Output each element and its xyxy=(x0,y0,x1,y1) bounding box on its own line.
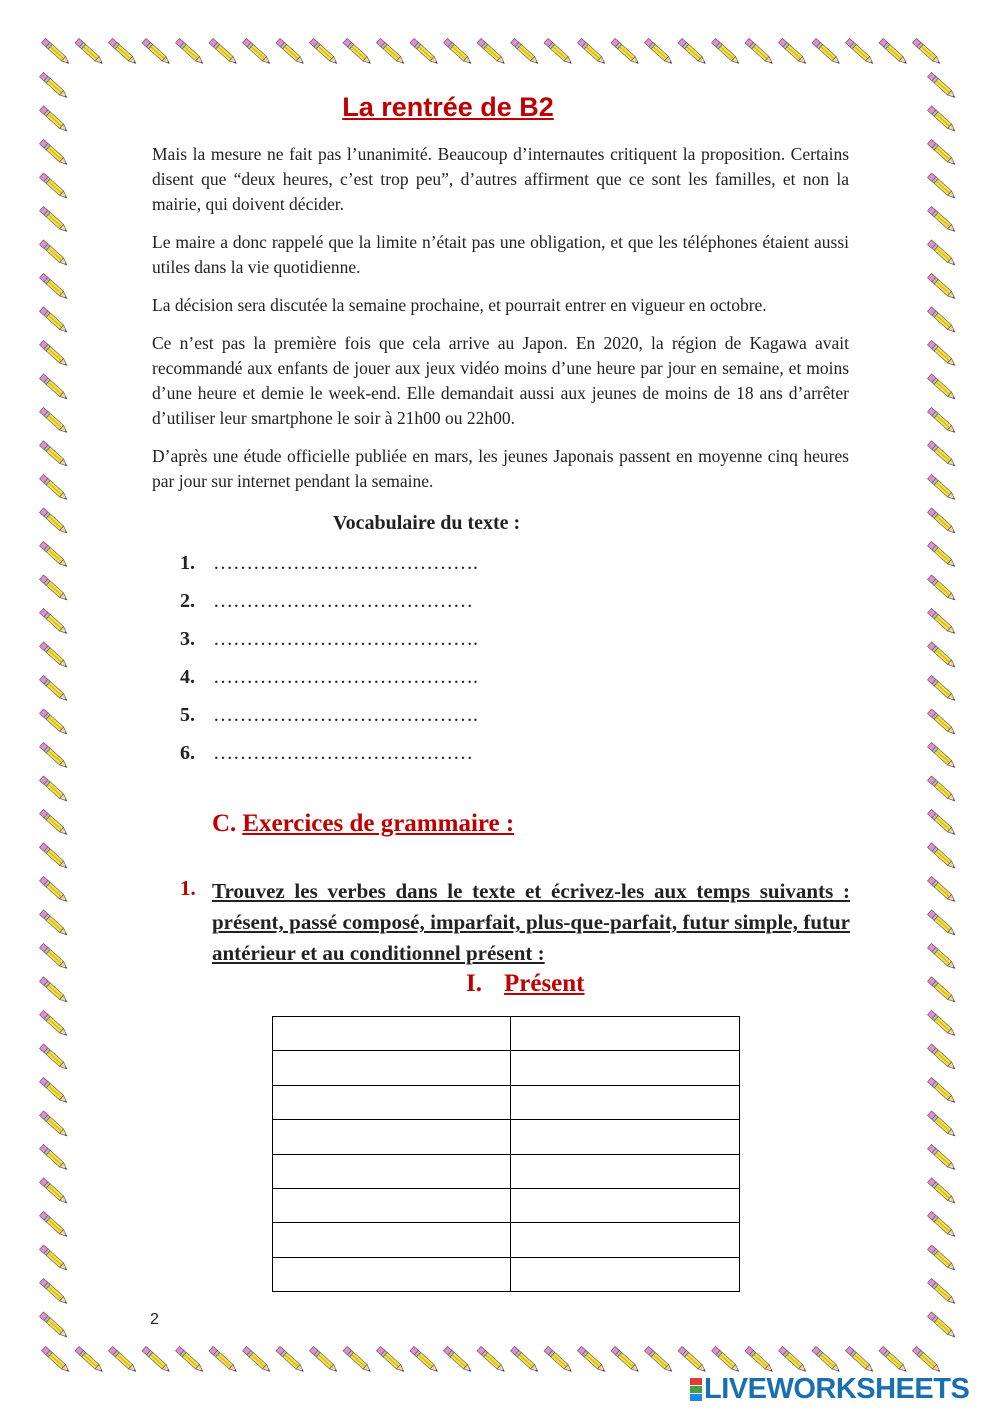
vocab-list xyxy=(180,552,478,780)
paragraph: Le maire a donc rappelé que la limite n’était pas une obligation, et que les téléphones étaient aussi utiles dans la vie quotidienne. xyxy=(152,232,849,277)
vocab-blank[interactable]: ………………………………… xyxy=(213,590,473,612)
pencil-icon xyxy=(928,1211,957,1238)
answer-cell[interactable] xyxy=(511,1051,740,1085)
exercise-number: 1. xyxy=(180,876,196,900)
pencil-icon xyxy=(928,173,957,200)
pencil-icon xyxy=(578,38,607,65)
pencil-icon xyxy=(779,38,808,65)
pencil-icon xyxy=(40,1077,69,1104)
pencil-icon xyxy=(40,675,69,702)
pencil-icon xyxy=(176,38,205,65)
pencil-icon xyxy=(40,374,69,401)
vocab-number: 4. xyxy=(180,666,195,688)
pencil-icon xyxy=(42,1346,71,1373)
pencil-icon xyxy=(928,72,957,99)
pencil-icon xyxy=(40,1010,69,1037)
answer-cell[interactable] xyxy=(273,1120,511,1154)
pencil-icon xyxy=(40,943,69,970)
pencil-icon xyxy=(109,38,138,65)
vocab-item xyxy=(180,666,478,704)
pencil-icon xyxy=(243,1346,272,1373)
answer-cell[interactable] xyxy=(511,1085,740,1119)
pencil-icon xyxy=(40,876,69,903)
vocab-number: 1. xyxy=(180,552,195,574)
logo-mark-block xyxy=(690,1378,702,1385)
vocab-item xyxy=(180,742,478,780)
pencil-icon xyxy=(40,1144,69,1171)
pencil-icon xyxy=(40,608,69,635)
page-title: La rentrée de B2 xyxy=(342,92,554,122)
present-label: I. xyxy=(466,970,482,997)
pencil-icon xyxy=(40,206,69,233)
liveworksheets-logo xyxy=(690,1373,969,1406)
vocab-item xyxy=(180,628,478,666)
pencil-icon xyxy=(928,474,957,501)
pencil-icon xyxy=(40,1278,69,1305)
pencil-icon xyxy=(928,776,957,803)
exercise-text: Trouvez les verbes dans le texte et écrivez-les aux temps suivants : présent, passé composé, imparfait, plus-que-parfait, futur simple, futur antérieur et au conditionnel présent : xyxy=(212,879,850,965)
paragraph: D’après une étude officielle publiée en mars, les jeunes Japonais passent en moyenne cinq heures par jour sur internet pendant la semaine. xyxy=(152,446,849,491)
pencil-icon xyxy=(928,943,957,970)
pencil-icon xyxy=(928,441,957,468)
pencil-icon xyxy=(928,273,957,300)
pencil-icon xyxy=(928,709,957,736)
pencil-icon xyxy=(928,977,957,1004)
vocab-blank[interactable]: …………………………………. xyxy=(213,666,478,688)
paragraph: La décision sera discutée la semaine prochaine, et pourrait entrer en vigueur en octobre. xyxy=(152,295,767,315)
pencil-icon xyxy=(276,1346,305,1373)
pencil-icon xyxy=(928,742,957,769)
pencil-icon xyxy=(40,173,69,200)
pencil-icon xyxy=(712,38,741,65)
pencil-icon xyxy=(40,977,69,1004)
paragraph: Ce n’est pas la première fois que cela arrive au Japon. En 2020, la région de Kagawa avait recommandé aux enfants de jouer aux jeux vidéo moins d’une heure par jour en semaine, et moins d’une heure et demie le week-end. Elle demandait aussi aux jeunes de moins de 18 ans d’arrêter d’utiliser leur smartphone le soir à 21h00 ou 22h00. xyxy=(152,333,849,428)
pencil-icon xyxy=(928,1010,957,1037)
pencil-icon xyxy=(40,508,69,535)
pencil-icon xyxy=(511,1346,540,1373)
pencil-icon xyxy=(928,106,957,133)
pencil-icon xyxy=(511,38,540,65)
answer-cell[interactable] xyxy=(273,1188,511,1222)
vocab-number: 3. xyxy=(180,628,195,650)
pencil-icon xyxy=(40,776,69,803)
pencil-icon xyxy=(40,1245,69,1272)
pencil-icon xyxy=(578,1346,607,1373)
pencil-icon xyxy=(343,1346,372,1373)
vocab-blank[interactable]: …………………………………. xyxy=(213,704,478,726)
pencil-icon xyxy=(928,1245,957,1272)
answer-cell[interactable] xyxy=(511,1223,740,1257)
pencil-icon xyxy=(544,38,573,65)
paragraph: Mais la mesure ne fait pas l’unanimité. Beaucoup d’internautes critiquent la proposition. Certains disent que “deux heures, c’est trop peu”, d’autres affirment que ce sont les familles, et non la mairie, qui doivent décider. xyxy=(152,144,849,214)
pencil-icon xyxy=(40,273,69,300)
pencil-icon xyxy=(477,38,506,65)
pencil-icon xyxy=(75,38,104,65)
pencil-icon xyxy=(928,374,957,401)
pencil-icon xyxy=(928,1312,957,1339)
vocab-blank[interactable]: …………………………………. xyxy=(213,628,478,650)
pencil-icon xyxy=(678,38,707,65)
pencil-icon xyxy=(75,1346,104,1373)
pencil-icon xyxy=(40,809,69,836)
answer-cell[interactable] xyxy=(273,1017,511,1051)
pencil-icon xyxy=(243,38,272,65)
article-text xyxy=(152,142,849,507)
pencil-icon xyxy=(410,38,439,65)
pencil-icon xyxy=(42,38,71,65)
table-row xyxy=(273,1154,740,1188)
pencil-icon xyxy=(40,1312,69,1339)
pencil-icon xyxy=(40,910,69,937)
page-number: 2 xyxy=(150,1311,159,1328)
pencil-icon xyxy=(109,1346,138,1373)
pencil-icon xyxy=(343,38,372,65)
pencil-icon xyxy=(928,1278,957,1305)
pencil-icon xyxy=(209,38,238,65)
pencil-icon xyxy=(812,1346,841,1373)
answer-cell[interactable] xyxy=(273,1154,511,1188)
pencil-icon xyxy=(928,843,957,870)
section-title: Exercices de grammaire : xyxy=(242,810,515,837)
pencil-icon xyxy=(928,809,957,836)
exercise-instruction xyxy=(180,876,850,969)
table-row xyxy=(273,1085,740,1119)
present-heading xyxy=(466,970,585,998)
pencil-icon xyxy=(377,1346,406,1373)
pencil-icon xyxy=(928,910,957,937)
pencil-icon xyxy=(928,508,957,535)
pencil-icon xyxy=(879,38,908,65)
table-row xyxy=(273,1257,740,1291)
pencil-icon xyxy=(913,1346,942,1373)
pencil-icon xyxy=(142,1346,171,1373)
logo-mark-block xyxy=(690,1394,702,1401)
pencil-icon xyxy=(310,1346,339,1373)
answer-cell[interactable] xyxy=(511,1257,740,1291)
table-row xyxy=(273,1188,740,1222)
pencil-icon xyxy=(812,38,841,65)
pencil-icon xyxy=(310,38,339,65)
pencil-icon xyxy=(928,1077,957,1104)
pencil-icon xyxy=(40,709,69,736)
pencil-icon xyxy=(928,407,957,434)
answer-cell[interactable] xyxy=(511,1154,740,1188)
pencil-icon xyxy=(645,1346,674,1373)
pencil-icon xyxy=(444,1346,473,1373)
table-row xyxy=(273,1120,740,1154)
pencil-icon xyxy=(928,675,957,702)
pencil-icon xyxy=(40,441,69,468)
pencil-icon xyxy=(928,541,957,568)
logo-mark-block xyxy=(690,1386,702,1393)
vocab-heading: Vocabulaire du texte : xyxy=(333,512,521,534)
pencil-icon xyxy=(40,307,69,334)
answer-table xyxy=(272,1016,740,1292)
vocab-item xyxy=(180,552,478,590)
pencil-icon xyxy=(40,742,69,769)
pencil-icon xyxy=(928,206,957,233)
vocab-number: 2. xyxy=(180,590,195,612)
pencil-icon xyxy=(611,38,640,65)
pencil-icon xyxy=(209,1346,238,1373)
pencil-icon xyxy=(40,1211,69,1238)
pencil-icon xyxy=(712,1346,741,1373)
pencil-icon xyxy=(40,1044,69,1071)
pencil-icon xyxy=(176,1346,205,1373)
answer-cell[interactable] xyxy=(511,1017,740,1051)
pencil-icon xyxy=(928,575,957,602)
pencil-icon xyxy=(40,575,69,602)
table-row xyxy=(273,1051,740,1085)
logo-wordmark: LIVEWORKSHEETS xyxy=(704,1373,970,1405)
pencil-icon xyxy=(745,1346,774,1373)
pencil-icon xyxy=(846,38,875,65)
vocab-number: 5. xyxy=(180,704,195,726)
pencil-icon xyxy=(410,1346,439,1373)
pencil-icon xyxy=(928,1144,957,1171)
pencil-icon xyxy=(40,1178,69,1205)
pencil-icon xyxy=(40,407,69,434)
present-title: Présent xyxy=(503,970,585,997)
answer-cell[interactable] xyxy=(273,1051,511,1085)
pencil-icon xyxy=(276,38,305,65)
pencil-icon xyxy=(377,38,406,65)
pencil-icon xyxy=(928,1178,957,1205)
vocab-number: 6. xyxy=(180,742,195,764)
pencil-icon xyxy=(40,474,69,501)
pencil-icon xyxy=(745,38,774,65)
table-row xyxy=(273,1223,740,1257)
pencil-icon xyxy=(928,307,957,334)
table-row xyxy=(273,1017,740,1051)
pencil-icon xyxy=(40,340,69,367)
pencil-icon xyxy=(928,1044,957,1071)
pencil-icon xyxy=(928,139,957,166)
pencil-icon xyxy=(544,1346,573,1373)
pencil-icon xyxy=(142,38,171,65)
pencil-icon xyxy=(40,139,69,166)
pencil-icon xyxy=(40,642,69,669)
pencil-icon xyxy=(40,843,69,870)
answer-cell[interactable] xyxy=(511,1120,740,1154)
logo-mark-icon xyxy=(690,1378,702,1402)
pencil-icon xyxy=(913,38,942,65)
pencil-icon xyxy=(879,1346,908,1373)
section-label: C. xyxy=(212,810,237,837)
pencil-icon xyxy=(611,1346,640,1373)
pencil-icon xyxy=(928,608,957,635)
pencil-icon xyxy=(928,1111,957,1138)
vocab-item xyxy=(180,704,478,742)
pencil-icon xyxy=(779,1346,808,1373)
pencil-icon xyxy=(477,1346,506,1373)
pencil-icon xyxy=(645,38,674,65)
pencil-icon xyxy=(928,642,957,669)
answer-cell[interactable] xyxy=(511,1188,740,1222)
pencil-icon xyxy=(444,38,473,65)
pencil-icon xyxy=(928,340,957,367)
pencil-icon xyxy=(678,1346,707,1373)
pencil-icon xyxy=(846,1346,875,1373)
vocab-blank[interactable]: ………………………………… xyxy=(213,742,473,764)
pencil-icon xyxy=(928,240,957,267)
section-heading-grammar xyxy=(212,810,514,838)
pencil-icon xyxy=(40,541,69,568)
pencil-icon xyxy=(40,1111,69,1138)
answer-cell[interactable] xyxy=(273,1085,511,1119)
answer-cell[interactable] xyxy=(273,1257,511,1291)
answer-cell[interactable] xyxy=(273,1223,511,1257)
pencil-icon xyxy=(40,240,69,267)
pencil-icon xyxy=(928,876,957,903)
vocab-item xyxy=(180,590,478,628)
vocab-blank[interactable]: …………………………………. xyxy=(213,552,478,574)
